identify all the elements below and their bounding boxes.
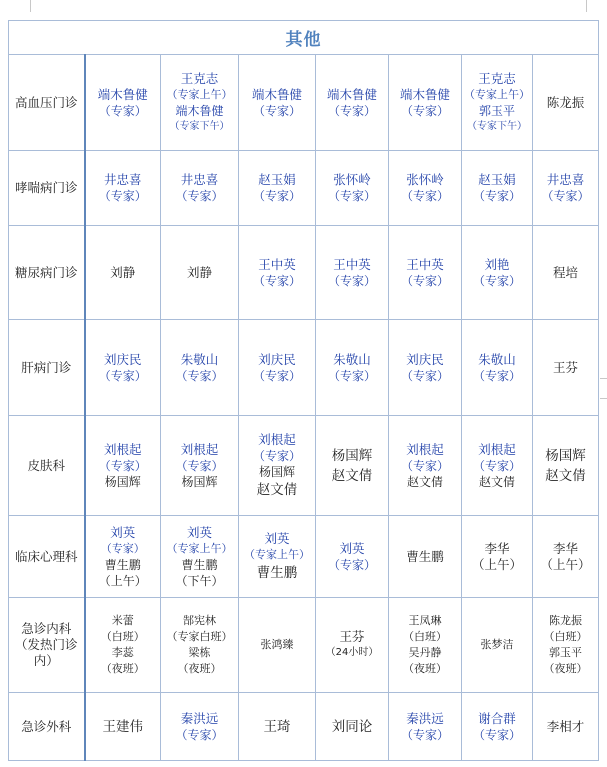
doctor-entry: （专家） (400, 458, 449, 473)
doctor-entry: （专家） (400, 368, 449, 383)
doctor-entry: 王凤琳 (408, 614, 442, 627)
doctor-entry: 赵文倩 (331, 467, 373, 484)
clinic-name-line: 哮喘病门诊 (14, 180, 78, 195)
doctor-cell (316, 598, 389, 693)
doctor-entry: 李华 (484, 540, 510, 556)
doctor-entry: 王克志 (478, 70, 516, 86)
doctor-entry: （专家） (175, 458, 224, 473)
doctor-cell (389, 320, 462, 416)
doctor-cell (239, 226, 316, 320)
doctor-cell (533, 55, 599, 151)
doctor-cell (239, 55, 316, 151)
doctor-cell (85, 598, 161, 693)
doctor-entry: 米蕾 (111, 614, 134, 627)
doctor-entry: （专家） (472, 727, 521, 742)
doctor-entry: 端木鲁健 (399, 86, 450, 102)
clinic-name-line: 临床心理科 (14, 548, 78, 564)
doctor-cell (239, 151, 316, 226)
doctor-cell (533, 416, 599, 516)
clinic-name-cell (9, 598, 85, 693)
doctor-entry: （夜班） (403, 662, 447, 675)
doctor-entry: 刘英 (110, 524, 136, 540)
clinic-name-line: 急诊内科 (21, 621, 72, 636)
clinic-name-cell (9, 320, 85, 416)
doctor-cell (239, 516, 316, 598)
doctor-entry: （专家） (472, 273, 521, 288)
doctor-cell (462, 693, 533, 761)
clinic-name-cell (9, 693, 85, 761)
doctor-entry: （专家） (541, 189, 590, 203)
doctor-entry: （专家） (252, 103, 301, 118)
doctor-cell (239, 598, 316, 693)
doctor-entry: （白班） (403, 630, 447, 643)
doctor-entry: 朱敬山 (180, 351, 219, 367)
clinic-name-line: （发热门诊 (14, 637, 78, 652)
doctor-entry: 刘根起 (406, 441, 444, 457)
doctor-entry: 张怀岭 (333, 172, 371, 187)
doctor-cell (533, 516, 599, 598)
doctor-entry: 朱敬山 (478, 351, 516, 367)
doctor-entry: （专家） (327, 103, 376, 118)
doctor-entry: （专家下午） (467, 120, 527, 132)
clinic-name-cell (9, 55, 85, 151)
doctor-cell (85, 226, 161, 320)
doctor-cell (85, 320, 161, 416)
doctor-cell (239, 416, 316, 516)
doctor-entry: （专家） (400, 189, 449, 203)
doctor-entry: 赵文倩 (256, 481, 298, 498)
doctor-cell (161, 693, 239, 761)
clinic-name-line: 肝病门诊 (21, 359, 72, 375)
doctor-entry: （专家） (327, 189, 376, 203)
doctor-entry: 刘静 (110, 264, 136, 280)
doctor-entry: （专家） (327, 557, 376, 572)
doctor-cell (161, 516, 239, 598)
doctor-cell (462, 55, 533, 151)
section-title: 其他 (9, 21, 599, 55)
doctor-entry: （专家） (472, 458, 521, 473)
doctor-entry: 刘庆民 (103, 351, 142, 367)
doctor-entry: 赵玉娟 (478, 172, 516, 187)
doctor-entry: 杨国辉 (545, 447, 586, 464)
doctor-entry: 曹生鹏 (181, 557, 218, 572)
doctor-entry: （专家） (327, 273, 376, 288)
doctor-entry: （专家） (98, 368, 147, 383)
doctor-entry: 刘同论 (331, 718, 373, 735)
doctor-entry: 杨国辉 (181, 474, 218, 489)
schedule-row (9, 151, 599, 226)
doctor-cell (161, 151, 239, 226)
doctor-entry: （专家下午） (169, 120, 230, 132)
doctor-cell (462, 598, 533, 693)
doctor-entry: 吴丹静 (408, 646, 442, 659)
doctor-cell (316, 55, 389, 151)
page-edge-mark (600, 378, 607, 379)
doctor-cell (239, 320, 316, 416)
doctor-entry: 王中英 (333, 256, 371, 272)
schedule-row (9, 516, 599, 598)
doctor-entry: 王中英 (258, 256, 296, 272)
schedule-body (9, 21, 599, 761)
clinic-name-line: 内） (33, 653, 59, 668)
doctor-cell (533, 151, 599, 226)
doctor-cell (462, 416, 533, 516)
doctor-cell (239, 693, 316, 761)
doctor-cell (85, 693, 161, 761)
doctor-entry: （白班） (100, 630, 145, 643)
doctor-cell (316, 151, 389, 226)
doctor-entry: （上午） (540, 556, 591, 572)
doctor-cell (161, 598, 239, 693)
doctor-cell (533, 226, 599, 320)
doctor-entry: （夜班） (100, 662, 145, 675)
doctor-entry: 曹生鹏 (104, 557, 141, 572)
doctor-entry: 陈龙振 (549, 614, 582, 627)
doctor-entry: （专家） (252, 273, 301, 288)
clinic-name-cell (9, 516, 85, 598)
doctor-entry: （专家） (98, 189, 147, 203)
schedule-row (9, 320, 599, 416)
title-row (9, 21, 599, 55)
doctor-entry: （专家白班） (166, 630, 233, 643)
doctor-cell (389, 598, 462, 693)
doctor-entry: 刘英 (339, 540, 365, 556)
doctor-entry: （专家） (98, 458, 147, 473)
doctor-entry: 端木鲁健 (251, 86, 302, 102)
doctor-entry: （夜班） (543, 662, 588, 675)
doctor-entry: 王琦 (263, 718, 291, 735)
doctor-entry: 刘静 (186, 264, 212, 280)
doctor-entry: 王芬 (552, 359, 578, 375)
doctor-entry: 刘庆民 (406, 351, 444, 367)
doctor-cell (533, 598, 599, 693)
doctor-entry: 杨国辉 (104, 474, 141, 489)
doctor-entry: 张怀岭 (406, 172, 444, 187)
doctor-cell (161, 226, 239, 320)
doctor-cell (85, 416, 161, 516)
doctor-entry: 张梦洁 (480, 638, 514, 651)
doctor-entry: 端木鲁健 (97, 86, 148, 102)
doctor-entry: 秦洪远 (406, 710, 444, 726)
doctor-cell (85, 55, 161, 151)
doctor-entry: 井忠喜 (180, 172, 219, 187)
doctor-entry: （白班） (543, 630, 588, 643)
doctor-entry: 端木鲁健 (175, 103, 224, 118)
doctor-entry: （专家上午） (464, 87, 530, 101)
page-edge-mark (600, 398, 607, 399)
doctor-entry: （专家） (400, 273, 449, 288)
doctor-entry: 郜宪林 (183, 614, 216, 627)
doctor-entry: 王中英 (406, 256, 444, 272)
clinic-name-line: 急诊外科 (21, 718, 72, 734)
doctor-cell (462, 151, 533, 226)
doctor-entry: 朱敬山 (333, 351, 371, 367)
doctor-entry: （专家） (175, 189, 224, 203)
doctor-entry: 井忠喜 (546, 172, 585, 187)
doctor-cell (316, 416, 389, 516)
clinic-name-cell (9, 416, 85, 516)
doctor-entry: （专家） (252, 368, 301, 383)
doctor-entry: 王建伟 (102, 718, 143, 735)
doctor-entry: （专家） (400, 727, 449, 742)
doctor-entry: 刘根起 (258, 431, 296, 447)
doctor-cell (161, 416, 239, 516)
schedule-row (9, 416, 599, 516)
doctor-cell (389, 151, 462, 226)
doctor-entry: （专家） (252, 448, 301, 463)
doctor-cell (85, 516, 161, 598)
schedule-row (9, 226, 599, 320)
doctor-entry: （专家） (175, 727, 224, 742)
doctor-entry: （专家） (98, 103, 147, 118)
doctor-cell (389, 55, 462, 151)
doctor-entry: 刘庆民 (258, 351, 296, 367)
doctor-entry: 刘英 (264, 530, 290, 546)
doctor-entry: 谢合群 (478, 710, 516, 726)
doctor-entry: 程培 (552, 264, 578, 280)
doctor-cell (389, 226, 462, 320)
doctor-entry: 刘艳 (484, 256, 510, 272)
doctor-cell (85, 151, 161, 226)
doctor-entry: 赵文倩 (406, 474, 443, 489)
doctor-entry: 李相才 (546, 718, 585, 734)
doctor-entry: 王克志 (180, 70, 219, 86)
doctor-entry: （专家） (175, 368, 224, 383)
doctor-cell (462, 516, 533, 598)
doctor-entry: 秦洪远 (180, 710, 219, 726)
doctor-cell (389, 693, 462, 761)
doctor-entry: （专家） (100, 541, 145, 555)
doctor-entry: 刘根起 (180, 441, 219, 457)
clinic-name-cell (9, 226, 85, 320)
doctor-entry: 陈龙振 (546, 94, 585, 110)
doctor-cell (161, 55, 239, 151)
doctor-entry: （专家） (327, 368, 376, 383)
doctor-entry: （专家） (472, 189, 521, 203)
doctor-entry: 刘根起 (478, 441, 516, 457)
doctor-cell (462, 320, 533, 416)
doctor-entry: 李华 (552, 540, 578, 556)
doctor-cell (462, 226, 533, 320)
doctor-cell (316, 693, 389, 761)
doctor-entry: （下午） (175, 573, 224, 588)
page-edge-mark (30, 0, 31, 12)
clinic-schedule-table (8, 20, 599, 761)
doctor-cell (161, 320, 239, 416)
doctor-entry: （专家上午） (166, 541, 233, 555)
clinic-name-cell (9, 151, 85, 226)
doctor-entry: （专家） (472, 368, 521, 383)
doctor-entry: （24小时） (325, 647, 379, 658)
doctor-entry: 梁栋 (188, 646, 211, 659)
doctor-entry: 李蕊 (111, 646, 134, 659)
doctor-entry: 赵文倩 (545, 467, 586, 484)
doctor-cell (389, 516, 462, 598)
schedule-row (9, 693, 599, 761)
doctor-entry: 杨国辉 (331, 447, 373, 464)
doctor-entry: 王芬 (339, 629, 365, 644)
doctor-entry: （上午） (471, 556, 522, 572)
doctor-cell (316, 516, 389, 598)
doctor-entry: 赵文倩 (478, 474, 515, 489)
doctor-entry: 郭玉平 (549, 646, 582, 659)
clinic-name-line: 糖尿病门诊 (14, 264, 78, 280)
doctor-cell (316, 320, 389, 416)
clinic-name-line: 皮肤科 (27, 457, 65, 473)
doctor-cell (533, 693, 599, 761)
doctor-entry: 赵玉娟 (258, 172, 296, 187)
doctor-entry: （上午） (98, 573, 147, 588)
doctor-entry: （专家） (252, 189, 301, 203)
doctor-entry: （夜班） (177, 662, 222, 675)
doctor-entry: 曹生鹏 (406, 548, 444, 564)
doctor-entry: 郭玉平 (478, 103, 515, 118)
doctor-cell (389, 416, 462, 516)
schedule-row (9, 55, 599, 151)
doctor-entry: （专家上午） (166, 87, 233, 101)
doctor-cell (533, 320, 599, 416)
doctor-entry: （专家上午） (244, 547, 310, 561)
schedule-row (9, 598, 599, 693)
doctor-entry: 张鸿臻 (260, 638, 294, 651)
page-edge-mark (586, 0, 587, 12)
doctor-entry: 曹生鹏 (256, 564, 298, 581)
doctor-entry: 杨国辉 (258, 464, 295, 479)
doctor-entry: 刘英 (186, 524, 212, 540)
doctor-entry: 井忠喜 (103, 172, 142, 187)
doctor-entry: （专家） (400, 103, 449, 118)
doctor-entry: 端木鲁健 (326, 86, 377, 102)
doctor-cell (316, 226, 389, 320)
doctor-entry: 刘根起 (103, 441, 142, 457)
clinic-name-line: 高血压门诊 (14, 94, 78, 110)
